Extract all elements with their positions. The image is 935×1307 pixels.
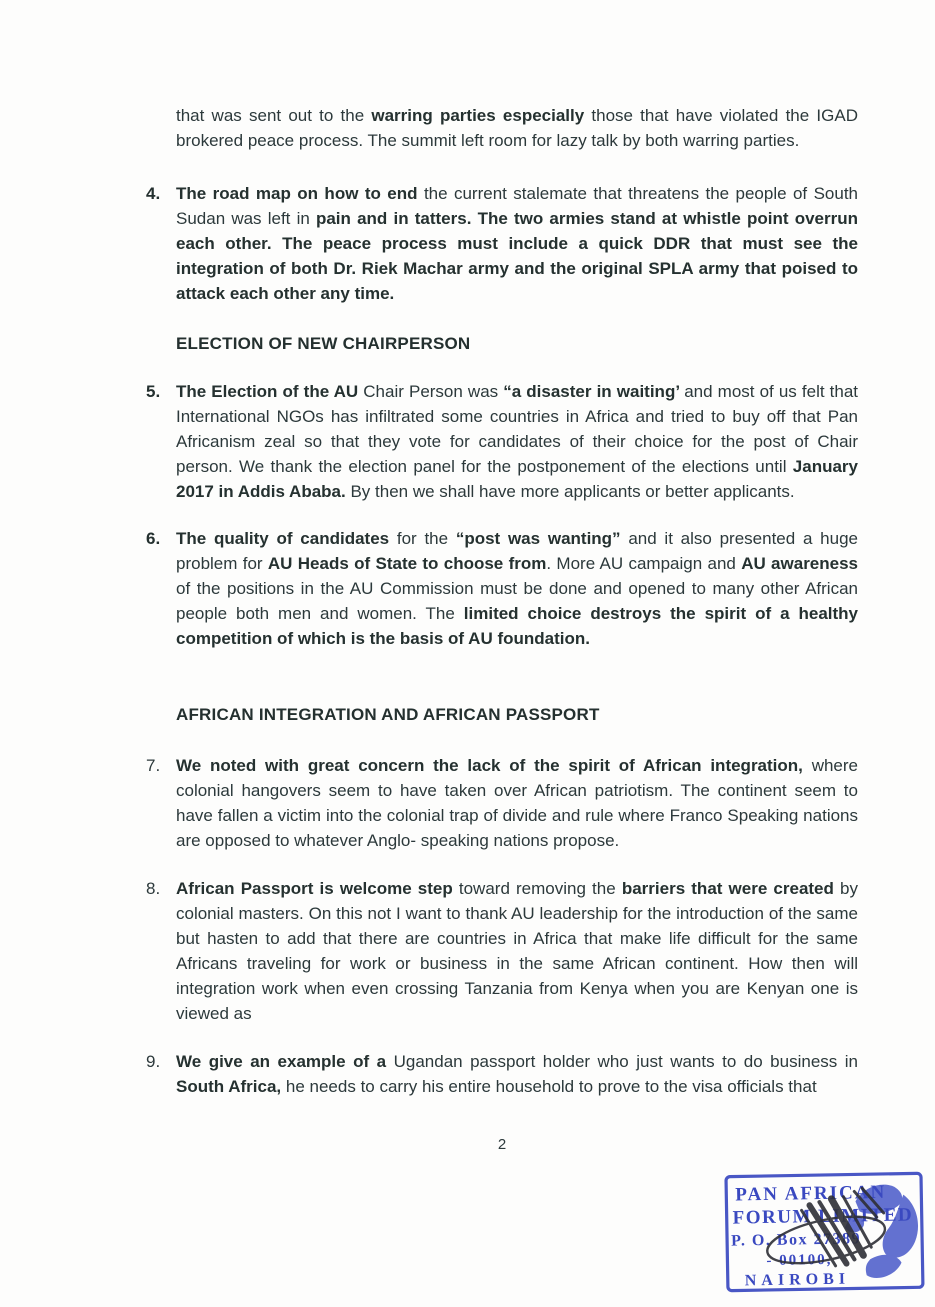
- text-segment: “post was wanting”: [455, 529, 629, 548]
- text-segment: where colonial hangovers seem to have taken over African patriotism. The continent seem to have fallen a victim into the colonial trap of divide and rule where Franco Speaking nations are opposed to whatever Anglo- speaking nations propose.: [176, 756, 858, 850]
- text-segment: barriers that were created: [621, 879, 841, 898]
- section-heading-election: ELECTION OF NEW CHAIRPERSON: [176, 334, 471, 353]
- text-segment: and it also presented a huge problem for: [176, 529, 858, 573]
- text-segment: Ugandan passport holder who just wants to do business in: [393, 1052, 859, 1071]
- item-text: [176, 753, 858, 853]
- text-segment: warring parties especially: [371, 106, 592, 125]
- text-segment: limited choice destroys the spirit of a healthy competition of which is the basis of AU foundation.: [176, 604, 858, 648]
- text-segment: South Africa,: [176, 1077, 286, 1096]
- text-segment: AU Heads of State to choose from: [267, 554, 547, 573]
- list-item-6: [146, 526, 858, 651]
- text-segment: the current stalemate that threatens the people of South Sudan was left in: [176, 184, 858, 228]
- text-segment: . More AU campaign and: [546, 554, 742, 573]
- item-text: [176, 526, 858, 651]
- stamp-line-3: P. O. Box 27389: [730, 1230, 862, 1250]
- text-segment: of the positions in the AU Commission must be done and opened to many other African people both men and women. The: [176, 579, 858, 623]
- text-segment: By then we shall have more applicants or better applicants.: [350, 482, 795, 501]
- stamp: [713, 1166, 933, 1302]
- text-segment: for the: [396, 529, 456, 548]
- item-text: [176, 1049, 858, 1099]
- stamp-line-2: FORUM LIMITED: [732, 1204, 914, 1229]
- list-item-8: [146, 876, 858, 1026]
- text-segment: that was sent out to the: [176, 106, 372, 125]
- item-number: 5.: [146, 382, 161, 401]
- text-segment: pain and in tatters. The two armies stand at whistle point overrun each other. The peace process must include a quick DDR that must see the integration of both Dr. Riek Machar army and the original SPLA army that poised to attack each other any time.: [176, 209, 858, 303]
- text-segment: by colonial masters. On this not I want to thank AU leadership for the introduction of the same but hasten to add that there are countries in Africa that make life difficult for the same Africans traveling for work or business in the same African continent. How then will integration work when even crossing Tanzania from Kenya when you are Kenyan one is viewed as: [176, 879, 858, 1023]
- section-heading-integration: AFRICAN INTEGRATION AND AFRICAN PASSPORT: [176, 705, 600, 724]
- item-number: 8.: [146, 879, 161, 898]
- item-number: 4.: [146, 184, 161, 203]
- text-segment: January 2017 in Addis Ababa.: [176, 457, 858, 501]
- text-segment: African Passport is welcome step: [176, 879, 459, 898]
- text-segment: The Election of the AU: [176, 382, 364, 401]
- text-segment: those that have violated the IGAD brokered peace process. The summit left room for lazy talk by both warring parties.: [176, 106, 858, 150]
- list-item-9: [146, 1049, 858, 1099]
- list-item-4: [146, 181, 858, 306]
- text-segment: The road map on how to end: [176, 184, 424, 203]
- page-content: [146, 103, 858, 1099]
- item-text: [176, 181, 858, 306]
- text-segment: toward removing the: [458, 879, 622, 898]
- list-item-7: [146, 753, 858, 853]
- stamp-line-1: PAN AFRICAN: [735, 1181, 887, 1206]
- text-segment: “a disaster in waiting’: [503, 382, 685, 401]
- text-segment: We noted with great concern the lack of the spirit of African integration,: [176, 756, 812, 775]
- item-text: [176, 379, 858, 504]
- stamp-line-4: - 00100,: [766, 1251, 833, 1269]
- stamp-line-5: NAIROBI: [744, 1270, 851, 1290]
- page-number: 2: [497, 1136, 507, 1153]
- item-number: 6.: [146, 529, 161, 548]
- text-segment: The quality of candidates: [176, 529, 397, 548]
- text-segment: AU awareness: [741, 554, 859, 573]
- item-number: 9.: [146, 1052, 161, 1071]
- item-number: 7.: [146, 756, 161, 775]
- list-item-5: [146, 379, 858, 504]
- item-text: [176, 876, 858, 1026]
- text-segment: Chair Person was: [363, 382, 504, 401]
- text-segment: he needs to carry his entire household to prove to the visa officials that: [285, 1077, 817, 1096]
- text-segment: We give an example of a: [176, 1052, 394, 1071]
- paragraph-intro: [176, 103, 858, 153]
- text-segment: and most of us felt that International NGOs has infiltrated some countries in Africa and tried to buy off that Pan Africanism zeal so that they vote for candidates of their choice for the post of Chair person. We thank the election panel for the postponement of the elections until: [176, 382, 859, 476]
